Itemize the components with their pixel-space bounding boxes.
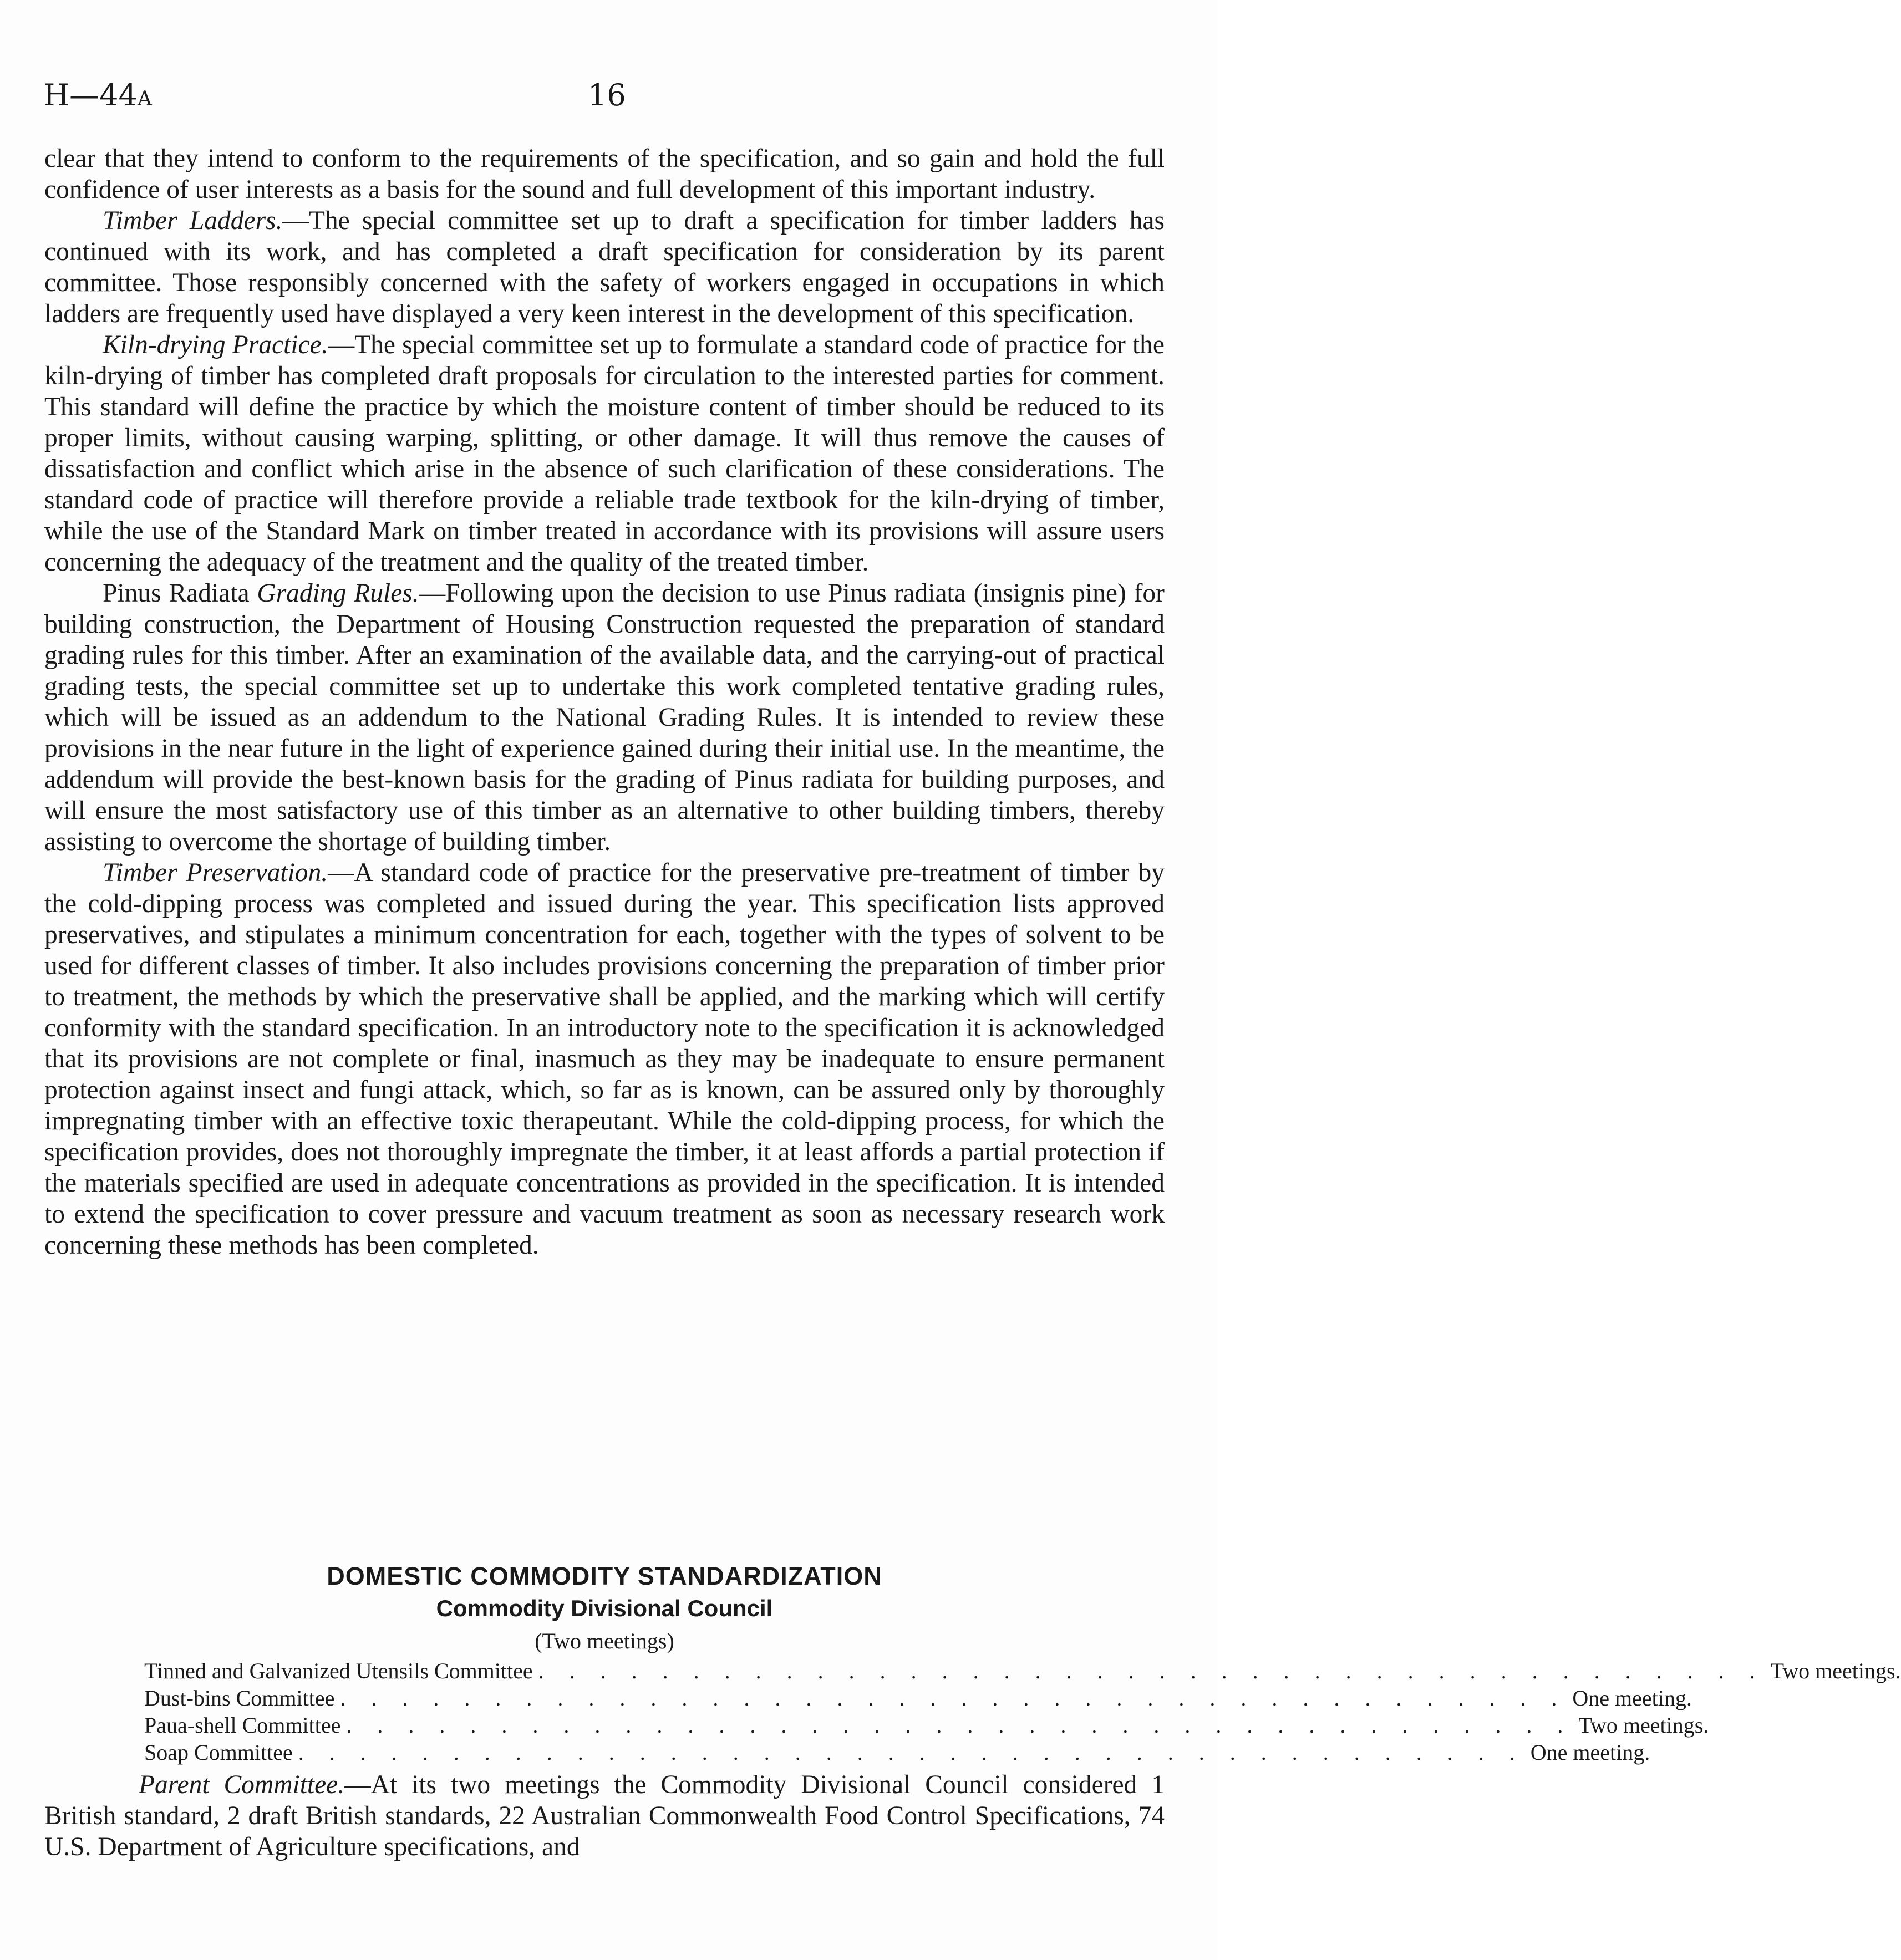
committee-list <box>144 1657 1901 1766</box>
leader-dots: . . . . . . . . . . . . . . . . . . . . . . . . . . . . . . . . . . . . . . . . <box>346 1713 1573 1738</box>
section-subtitle: Commodity Divisional Council <box>436 1595 773 1621</box>
report-series: H—44A <box>43 78 152 113</box>
domestic-commodity-section <box>44 1561 1901 1862</box>
paragraph-heading: Grading Rules. <box>257 579 419 608</box>
paragraph-continuation: clear that they intend to conform to the requirements of the specification, and so gain and hold the full confidence of user interests as a basis for the sound and full development of this important industry. <box>44 144 1165 204</box>
body-text <box>44 143 1165 1261</box>
section-title: DOMESTIC COMMODITY STANDARDIZATION <box>327 1562 882 1590</box>
leader-dots: . . . . . . . . . . . . . . . . . . . . . . . . . . . . . . . . . . . . . . . . <box>340 1686 1567 1710</box>
paragraph-timber-preservation: Timber Preservation.—A standard code of practice for the preservative pre-treatment of timber by the cold-dipping process was completed and issued during the year. This specification lists approved preservatives, and stipulates a minimum concentration for each, together with the types of solvent to be used for different classes of timber. It also includes provisions concerning the preparation of timber prior to treatment, the methods by which the preservative shall be applied, and the marking which will certify conformity with the standard specification. In an introductory note to the specification it is acknowledged that its provisions are not complete or final, inasmuch as they may be inadequate to ensure permanent protection against insect and fungi attack, which, so far as is known, can be assured only by thoroughly impregnating timber with an effective toxic therapeutant. While the cold-dipping process, for which the specification provides, does not thoroughly impregnate the timber, it at least affords a partial protection if the materials specified are used in adequate concentrations as provided in the specification. It is intended to extend the specification to cover pressure and vacuum treatment as soon as necessary research work concerning these methods has been completed. <box>44 858 1165 1260</box>
leader-dots: . . . . . . . . . . . . . . . . . . . . . . . . . . . . . . . . . . . . . . . . <box>298 1740 1525 1765</box>
page-number: 16 <box>588 78 626 113</box>
paragraph-kiln-drying: Kiln-drying Practice.—The special committee set up to formulate a standard code of practice for the kiln-drying of timber has completed draft proposals for circulation to the interested parties for comment. This standard will define the practice by which the moisture content of timber should be reduced to its proper limits, without causing warping, splitting, or other damage. It will thus remove the causes of dissatisfaction and conflict which arise in the absence of such clarification of these considerations. The standard code of practice will therefore provide a reliable trade textbook for the kiln-drying of timber, while the use of the Standard Mark on timber treated in accordance with its provisions will assure users concerning the adequacy of the treatment and the quality of the treated timber. <box>44 330 1165 577</box>
committee-row: Paua-shell Committee . . . . . . . . . . . . . . . . . . . . . . . . . . . . . . . . . . . . . . . . Two meetings. <box>144 1713 1709 1738</box>
section-note: (Two meetings) <box>535 1628 674 1653</box>
committee-row: Dust-bins Committee . . . . . . . . . . . . . . . . . . . . . . . . . . . . . . . . . . . . . . . . One meeting. <box>144 1686 1692 1710</box>
paragraph-heading: Parent Committee. <box>139 1770 345 1799</box>
leader-dots: . . . . . . . . . . . . . . . . . . . . . . . . . . . . . . . . . . . . . . . . <box>538 1658 1765 1683</box>
committee-row: Soap Committee . . . . . . . . . . . . . . . . . . . . . . . . . . . . . . . . . . . . . . . . One meeting. <box>144 1740 1650 1765</box>
paragraph-parent-committee: Parent Committee.—At its two meetings the Commodity Divisional Council considered 1 British standard, 2 draft British standards, 22 Australian Commonwealth Food Control Specifications, 74 U.S. Department of Agriculture specifications, and <box>44 1770 1165 1861</box>
paragraph-heading: Timber Ladders. <box>103 206 283 235</box>
paragraph-timber-ladders: Timber Ladders.—The special committee set up to draft a specification for timber ladders has continued with its work, and has completed a draft specification for consideration by its parent committee. Those responsibly concerned with the safety of workers engaged in occupations in which ladders are frequently used have displayed a very keen interest in the development of this specification. <box>44 206 1165 328</box>
paragraph-heading: Kiln-drying Practice. <box>103 330 328 359</box>
paragraph-heading: Timber Preservation. <box>103 858 328 887</box>
paragraph-pinus-radiata: Pinus Radiata Grading Rules.—Following upon the decision to use Pinus radiata (insignis pine) for building construction, the Department of Housing Construction requested the preparation of standard grading rules for this timber. After an examination of the available data, and the carrying-out of practical grading tests, the special committee set up to undertake this work completed tentative grading rules, which will be issued as an addendum to the National Grading Rules. It is intended to review these provisions in the near future in the light of experience gained during their initial use. In the meantime, the addendum will provide the best-known basis for the grading of Pinus radiata for building purposes, and will ensure the most satisfactory use of this timber as an alternative to other building timbers, thereby assisting to overcome the shortage of building timber. <box>44 579 1165 856</box>
committee-row: Tinned and Galvanized Utensils Committee . . . . . . . . . . . . . . . . . . . . . . . . . . . . . . . . . . . . . . . . Two meetings. <box>144 1658 1901 1683</box>
